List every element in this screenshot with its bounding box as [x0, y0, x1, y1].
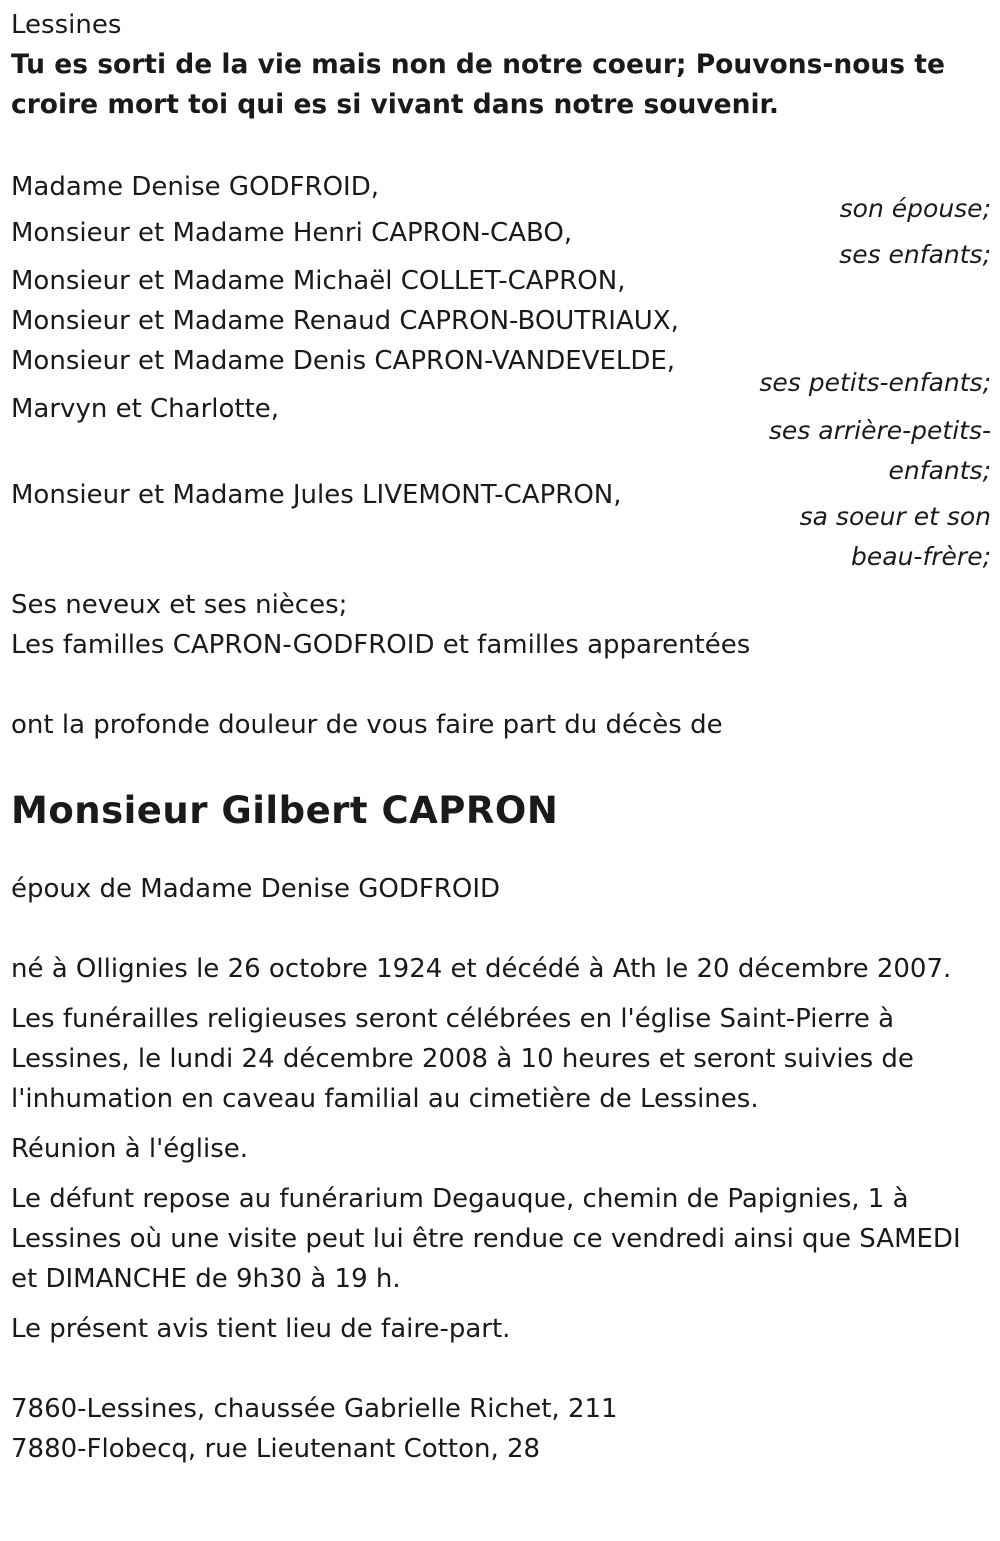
family-relation: sa soeur et son beau-frère;	[799, 502, 991, 571]
family-name-line: Marvyn et Charlotte,	[11, 394, 280, 424]
family-name-line: Monsieur et Madame Michaël COLLET-CAPRON,	[11, 266, 626, 296]
spouse-line: époux de Madame Denise GODFROID	[11, 874, 501, 904]
announcement-text: ont la profonde douleur de vous faire part du décès de	[11, 710, 723, 740]
family-relation: ses petits-enfants;	[759, 368, 991, 397]
family-name-line: Madame Denise GODFROID,	[11, 172, 379, 202]
family-name-line: Monsieur et Madame Renaud CAPRON-BOUTRIAUX,	[11, 306, 679, 336]
family-name-line: Monsieur et Madame Denis CAPRON-VANDEVELDE,	[11, 346, 676, 376]
birth-death-text: né à Ollignies le 26 octobre 1924 et décédé à Ath le 20 décembre 2007.	[11, 954, 952, 984]
address-line: 7860-Lessines, chaussée Gabrielle Richet, 211	[11, 1394, 618, 1424]
obituary-page	[11, 5, 991, 1469]
family-name-line: Monsieur et Madame Jules LIVEMONT-CAPRON,	[11, 480, 622, 510]
deceased-name: Monsieur Gilbert CAPRON	[11, 789, 559, 832]
viewing-text: Le défunt repose au funérarium Degauque, chemin de Papignies, 1 à Lessines où une visite peut lui être rendue ce vendredi ainsi que SAMEDI et DIMANCHE de 9h30 à 19 h.	[11, 1184, 961, 1294]
family-name-line: Monsieur et Madame Henri CAPRON-CABO,	[11, 218, 573, 248]
city-label: Lessines	[11, 10, 122, 40]
memorial-quote: Tu es sorti de la vie mais non de notre coeur; Pouvons-nous te croire mort toi qui es si vivant dans notre souvenir.	[11, 49, 945, 120]
family-group-grandchildren	[11, 261, 991, 403]
extended-family-line: Ses neveux et ses nièces;	[11, 590, 348, 620]
family-relation: ses enfants;	[839, 240, 991, 269]
funeral-text: Les funérailles religieuses seront célébrées en l'église Saint-Pierre à Lessines, le lundi 24 décembre 2008 à 10 heures et seront suivies de l'inhumation en caveau familial au cimetière de Lessines.	[11, 1004, 914, 1114]
notice-text: Le présent avis tient lieu de faire-part.	[11, 1314, 511, 1344]
family-relation: ses arrière-petits-enfants;	[768, 416, 991, 485]
address-line: 7880-Flobecq, rue Lieutenant Cotton, 28	[11, 1434, 541, 1464]
meeting-text: Réunion à l'église.	[11, 1134, 249, 1164]
extended-family-line: Les familles CAPRON-GODFROID et familles apparentées	[11, 630, 751, 660]
family-relation: son épouse;	[839, 194, 991, 223]
family-group-sibling	[11, 475, 991, 577]
